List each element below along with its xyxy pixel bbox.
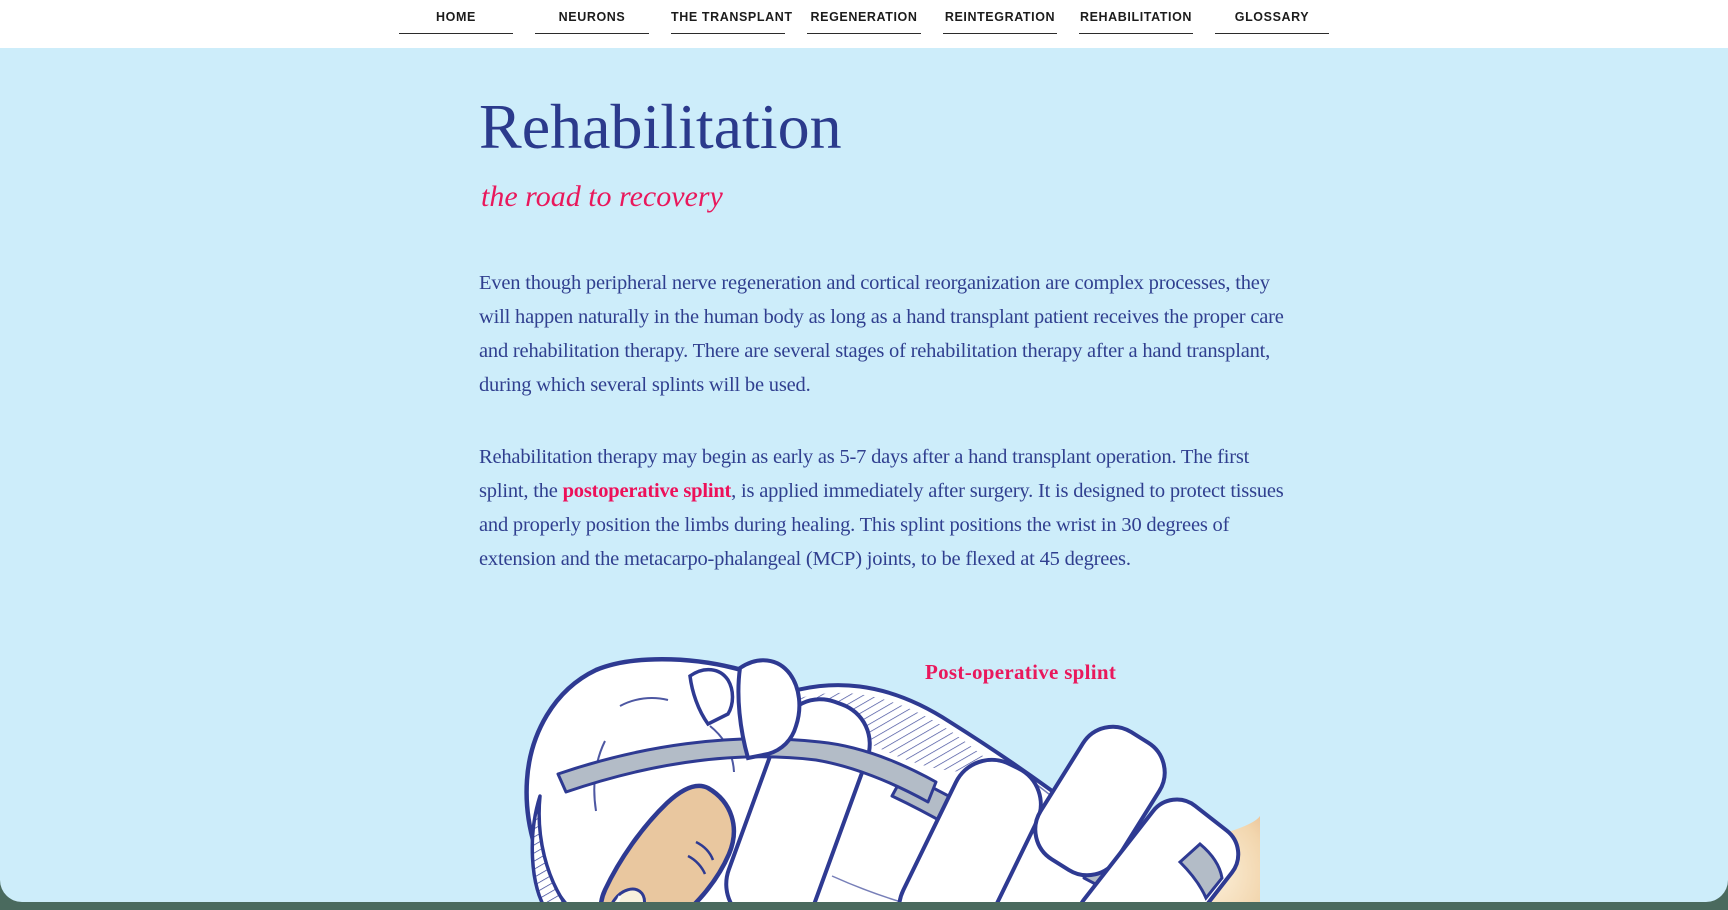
top-navbar bbox=[0, 0, 1728, 48]
paragraph-therapy bbox=[479, 440, 1294, 576]
paragraph-therapy-before: Rehabilitation therapy may begin as early as 5-7 days after a hand transplant operation. The first splint, the bbox=[479, 446, 1250, 502]
nav-item-the-transplant[interactable]: THE TRANSPLANT bbox=[671, 10, 785, 34]
page-panel bbox=[0, 48, 1728, 902]
page-title: Rehabilitation bbox=[479, 91, 842, 162]
nav-item-neurons[interactable]: NEURONS bbox=[535, 10, 649, 34]
figure-label: Post-operative splint bbox=[925, 660, 1117, 684]
nav-item-home[interactable]: HOME bbox=[399, 10, 513, 34]
nav-item-regeneration[interactable]: REGENERATION bbox=[807, 10, 921, 34]
postoperative-splint-term: postoperative splint bbox=[562, 480, 732, 502]
page-subtitle: the road to recovery bbox=[481, 180, 723, 213]
paragraph-therapy-after: , is applied immediately after surgery. It is designed to protect tissues and properly position the limbs during healing. This splint positions the wrist in 30 degrees of extension and the metacarpo-phalangeal (MCP) joints, to be flexed at 45 degrees. bbox=[479, 480, 1284, 570]
nav-item-glossary[interactable]: GLOSSARY bbox=[1215, 10, 1329, 34]
nav-item-reintegration[interactable]: REINTEGRATION bbox=[943, 10, 1057, 34]
paragraph-intro: Even though peripheral nerve regeneration and cortical reorganization are complex processes, they will happen naturally in the human body as long as a hand transplant patient receives the proper care and rehabilitation therapy. There are several stages of rehabilitation therapy after a hand transplant, during which several splints will be used. bbox=[479, 272, 1284, 396]
post-operative-splint-illustration bbox=[500, 646, 1260, 902]
nav-item-rehabilitation[interactable]: REHABILITATION bbox=[1079, 10, 1193, 34]
